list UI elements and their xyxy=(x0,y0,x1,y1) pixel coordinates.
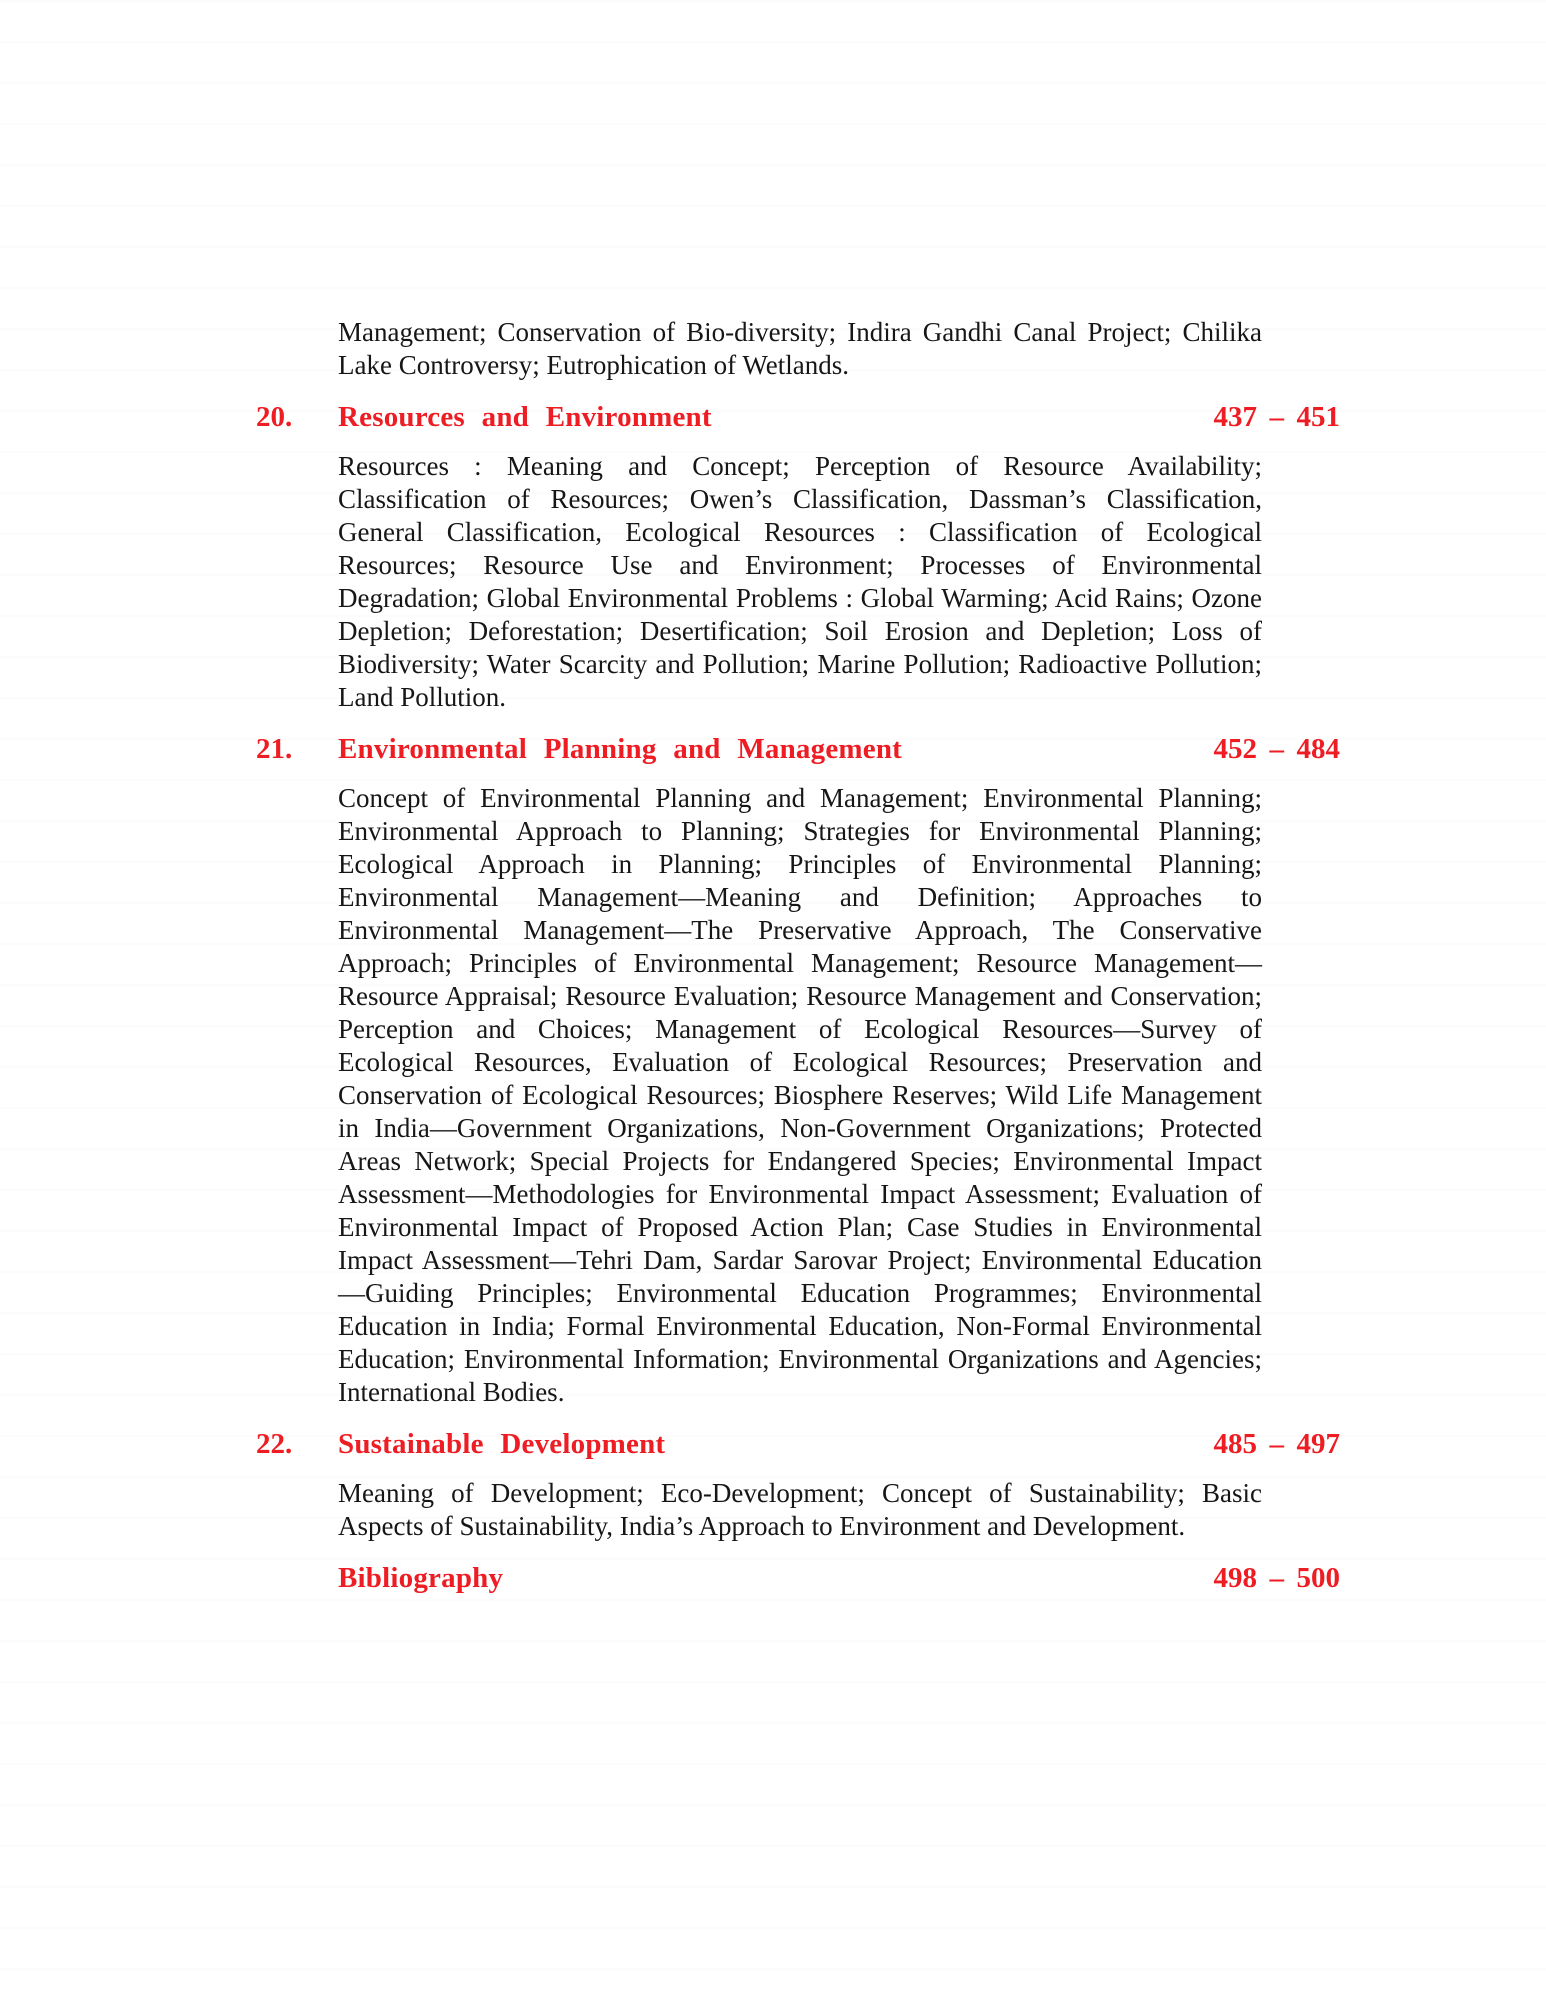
chapter-title: Environmental Planning and Management xyxy=(338,733,903,765)
chapter-heading-row xyxy=(256,399,1340,436)
bibliography-title: Bibliography xyxy=(338,1562,504,1594)
chapter-heading-row xyxy=(256,731,1340,768)
bibliography-page-range: 498 – 500 xyxy=(1213,1562,1340,1594)
chapter-title: Resources and Environment xyxy=(338,401,712,433)
toc-content-column xyxy=(256,316,1340,1611)
toc-entry xyxy=(256,399,1340,714)
toc-entry xyxy=(256,1560,1340,1597)
chapter-number: 21. xyxy=(256,733,293,765)
chapter-heading-row xyxy=(256,1426,1340,1463)
toc-continuation-text: Management; Conservation of Bio-diversity; Indira Gandhi Canal Project; Chilika Lake Controversy; Eutrophication of Wetlands. xyxy=(338,317,1262,380)
toc-entry xyxy=(256,731,1340,1409)
chapter-page-range: 485 – 497 xyxy=(1213,1428,1340,1460)
chapter-title: Sustainable Development xyxy=(338,1428,666,1460)
chapter-page-range: 437 – 451 xyxy=(1213,401,1340,433)
bibliography-heading-row xyxy=(256,1560,1340,1597)
chapter-description: Resources : Meaning and Concept; Perception of Resource Availability; Classification of Resources; Owen’s Classification, Dassman’s Classification, General Classification, Ecological Resources : Classification of Ecological Resources; Resource Use and Environment; Processes of Environmental Degradation; Global Environmental Problems : Global Warming; Acid Rains; Ozone Depletion; Deforestation; Desertification; Soil Erosion and Depletion; Loss of Biodiversity; Water Scarcity and Pollution; Marine Pollution; Radioactive Pollution; Land Pollution. xyxy=(338,451,1262,712)
chapter-description: Concept of Environmental Planning and Management; Environmental Planning; Environmental Approach to Planning; Strategies for Environmental Planning; Ecological Approach in Planning; Principles of Environmental Planning; Environmental Management—Meaning and Definition; Approaches to Environmental Management—The Preservative Approach, The Conservative Approach; Principles of Environmental Management; Resource Management—Resource Appraisal; Resource Evaluation; Resource Management and Conservation; Perception and Choices; Management of Ecological Resources—Survey of Ecological Resources, Evaluation of Ecological Resources; Preservation and Conservation of Ecological Resources; Biosphere Reserves; Wild Life Management in India—Government Organizations, Non-Government Organizations; Protected Areas Network; Special Projects for Endangered Species; Environmental Impact Assessment—Methodologies for Environmental Impact Assessment; Evaluation of Environmental Impact of Proposed Action Plan; Case Studies in Environmental Impact Assessment—Tehri Dam, Sardar Sarovar Project; Environmental Education—Guiding Principles; Environmental Education Programmes; Environmental Education in India; Formal Environmental Education, Non-Formal Environmental Education; Environmental Information; Environmental Organizations and Agencies; International Bodies. xyxy=(338,783,1262,1407)
chapter-description: Meaning of Development; Eco-Development; Concept of Sustainability; Basic Aspects of Sustainability, India’s Approach to Environment and Development. xyxy=(338,1478,1262,1541)
chapter-page-range: 452 – 484 xyxy=(1213,733,1340,765)
chapter-number: 20. xyxy=(256,401,293,433)
chapter-number: 22. xyxy=(256,1428,293,1460)
toc-entry xyxy=(256,1426,1340,1543)
